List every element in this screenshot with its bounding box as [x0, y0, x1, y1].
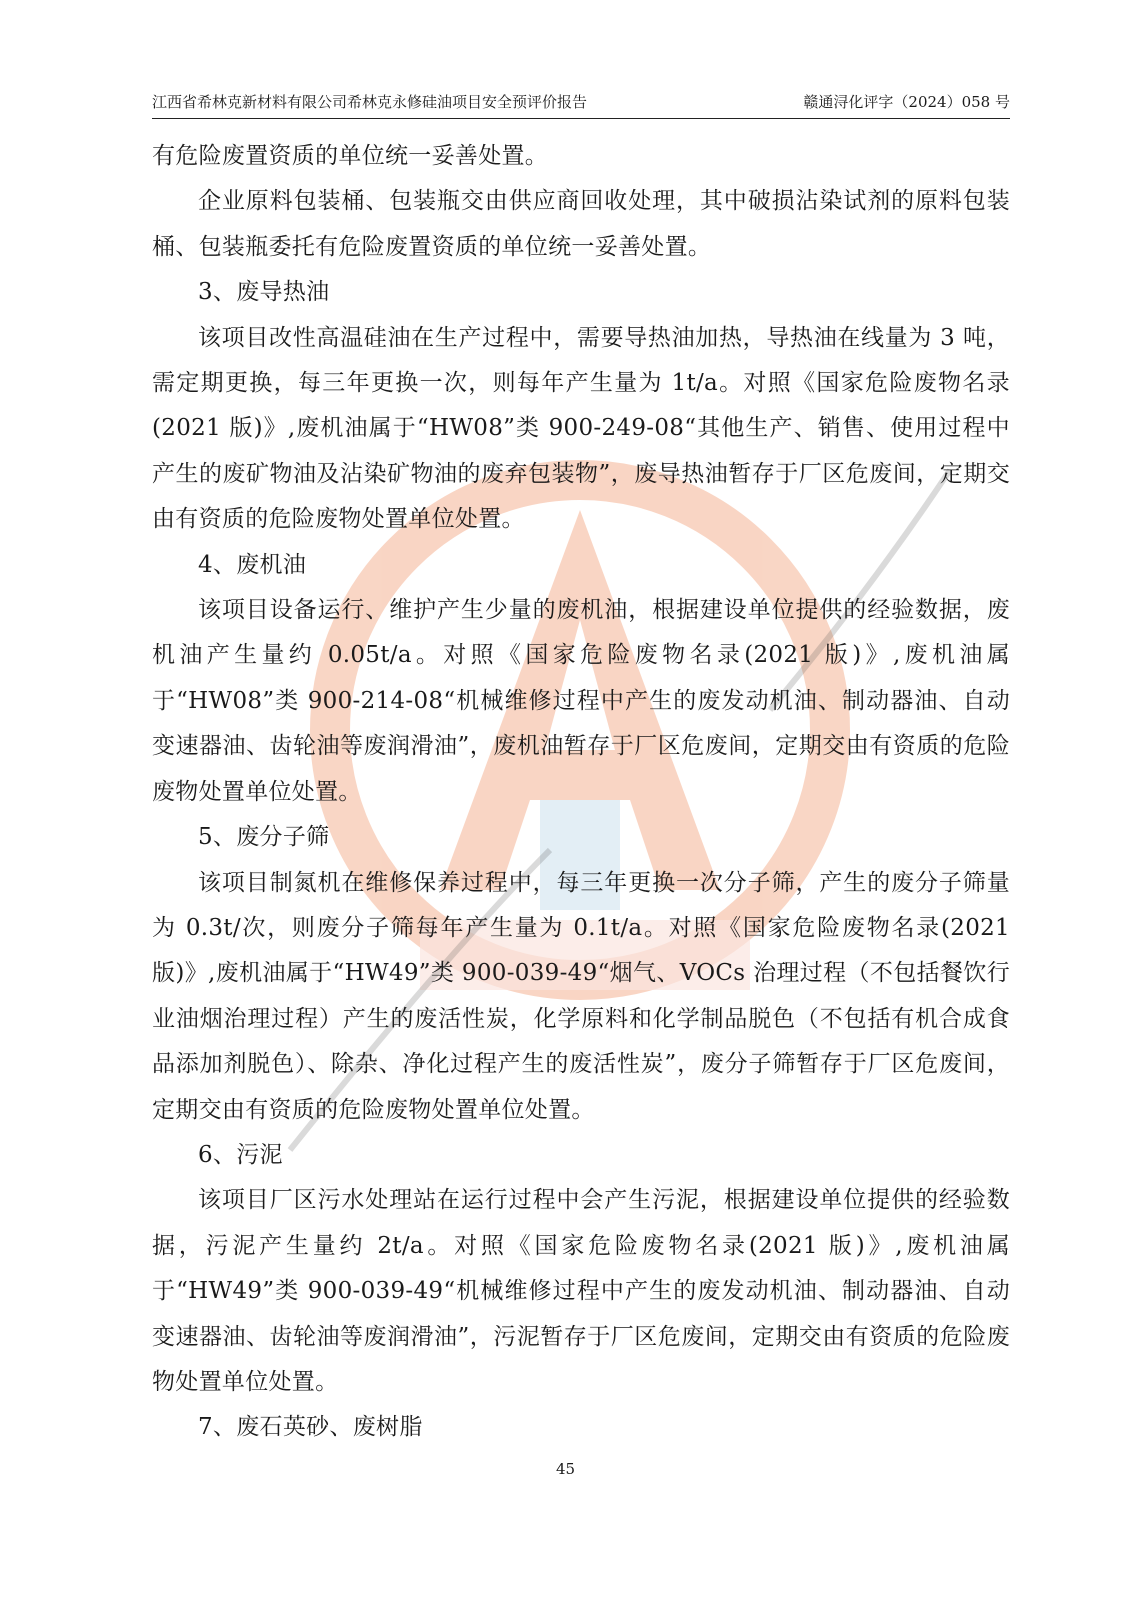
section-heading: 7、废石英砂、废树脂 [198, 1414, 423, 1441]
body-paragraph: 该项目制氮机在维修保养过程中，每三年更换一次分子筛，产生的废分子筛量为 0.3t/次，则废分子筛每年产生量为 0.1t/a。对照《国家危险废物名录(2021 版)》,废机油属于“HW49”类 900-039-49“烟气、VOCs 治理过程（不包括餐饮行业油烟治理过程）产生的废活性炭，化学原料和化学制品脱色（不包括有机合成食品添加剂脱色）、除杂、净化过程产生的废活性炭”，废分子筛暂存于厂区危废间，定期交由有资质的危险废物处置单位处置。 [152, 869, 1010, 1123]
section-heading: 5、废分子筛 [198, 824, 330, 851]
body-paragraph: 该项目厂区污水处理站在运行过程中会产生污泥，根据建设单位提供的经验数据，污泥产生量约 2t/a。对照《国家危险废物名录(2021 版)》,废机油属于“HW49”类 900-039-49“机械维修过程中产生的废发动机油、制动器油、自动变速器油、齿轮油等废润滑油”，污泥暂存于厂区危废间，定期交由有资质的危险废物处置单位处置。 [152, 1187, 1010, 1395]
continued-paragraph: 有危险废置资质的单位统一妥善处置。 [152, 143, 549, 169]
page-header [152, 92, 1010, 119]
section-heading: 4、废机油 [198, 551, 307, 578]
body-paragraph: 该项目设备运行、维护产生少量的废机油，根据建设单位提供的经验数据，废机油产生量约 0.05t/a。对照《国家危险废物名录(2021 版)》,废机油属于“HW08”类 900-214-08“机械维修过程中产生的废发动机油、制动器油、自动变速器油、齿轮油等废润滑油”，废机油暂存于厂区危废间，定期交由有资质的危险废物处置单位处置。 [152, 597, 1010, 805]
body-paragraph: 该项目改性高温硅油在生产过程中，需要导热油加热，导热油在线量为 3 吨，需定期更换，每三年更换一次，则每年产生量为 1t/a。对照《国家危险废物名录(2021 版)》,废机油属于“HW08”类 900-249-08“其他生产、销售、使用过程中产生的废矿物油及沾染矿物油的废弃包装物”，废导热油暂存于厂区危废间，定期交由有资质的危险废物处置单位处置。 [152, 324, 1010, 533]
header-report-title: 江西省希林克新材料有限公司希林克永修硅油项目安全预评价报告 [152, 93, 588, 111]
header-document-number: 赣通浔化评字（2024）058 号 [803, 93, 1010, 111]
page-number: 45 [555, 1460, 576, 1478]
section-heading: 3、废导热油 [198, 279, 330, 306]
body-paragraph: 企业原料包装桶、包装瓶交由供应商回收处理，其中破损沾染试剂的原料包装桶、包装瓶委托有危险废置资质的单位统一妥善处置。 [152, 188, 1010, 260]
document-body [152, 134, 1010, 1451]
section-heading: 6、污泥 [198, 1141, 283, 1168]
